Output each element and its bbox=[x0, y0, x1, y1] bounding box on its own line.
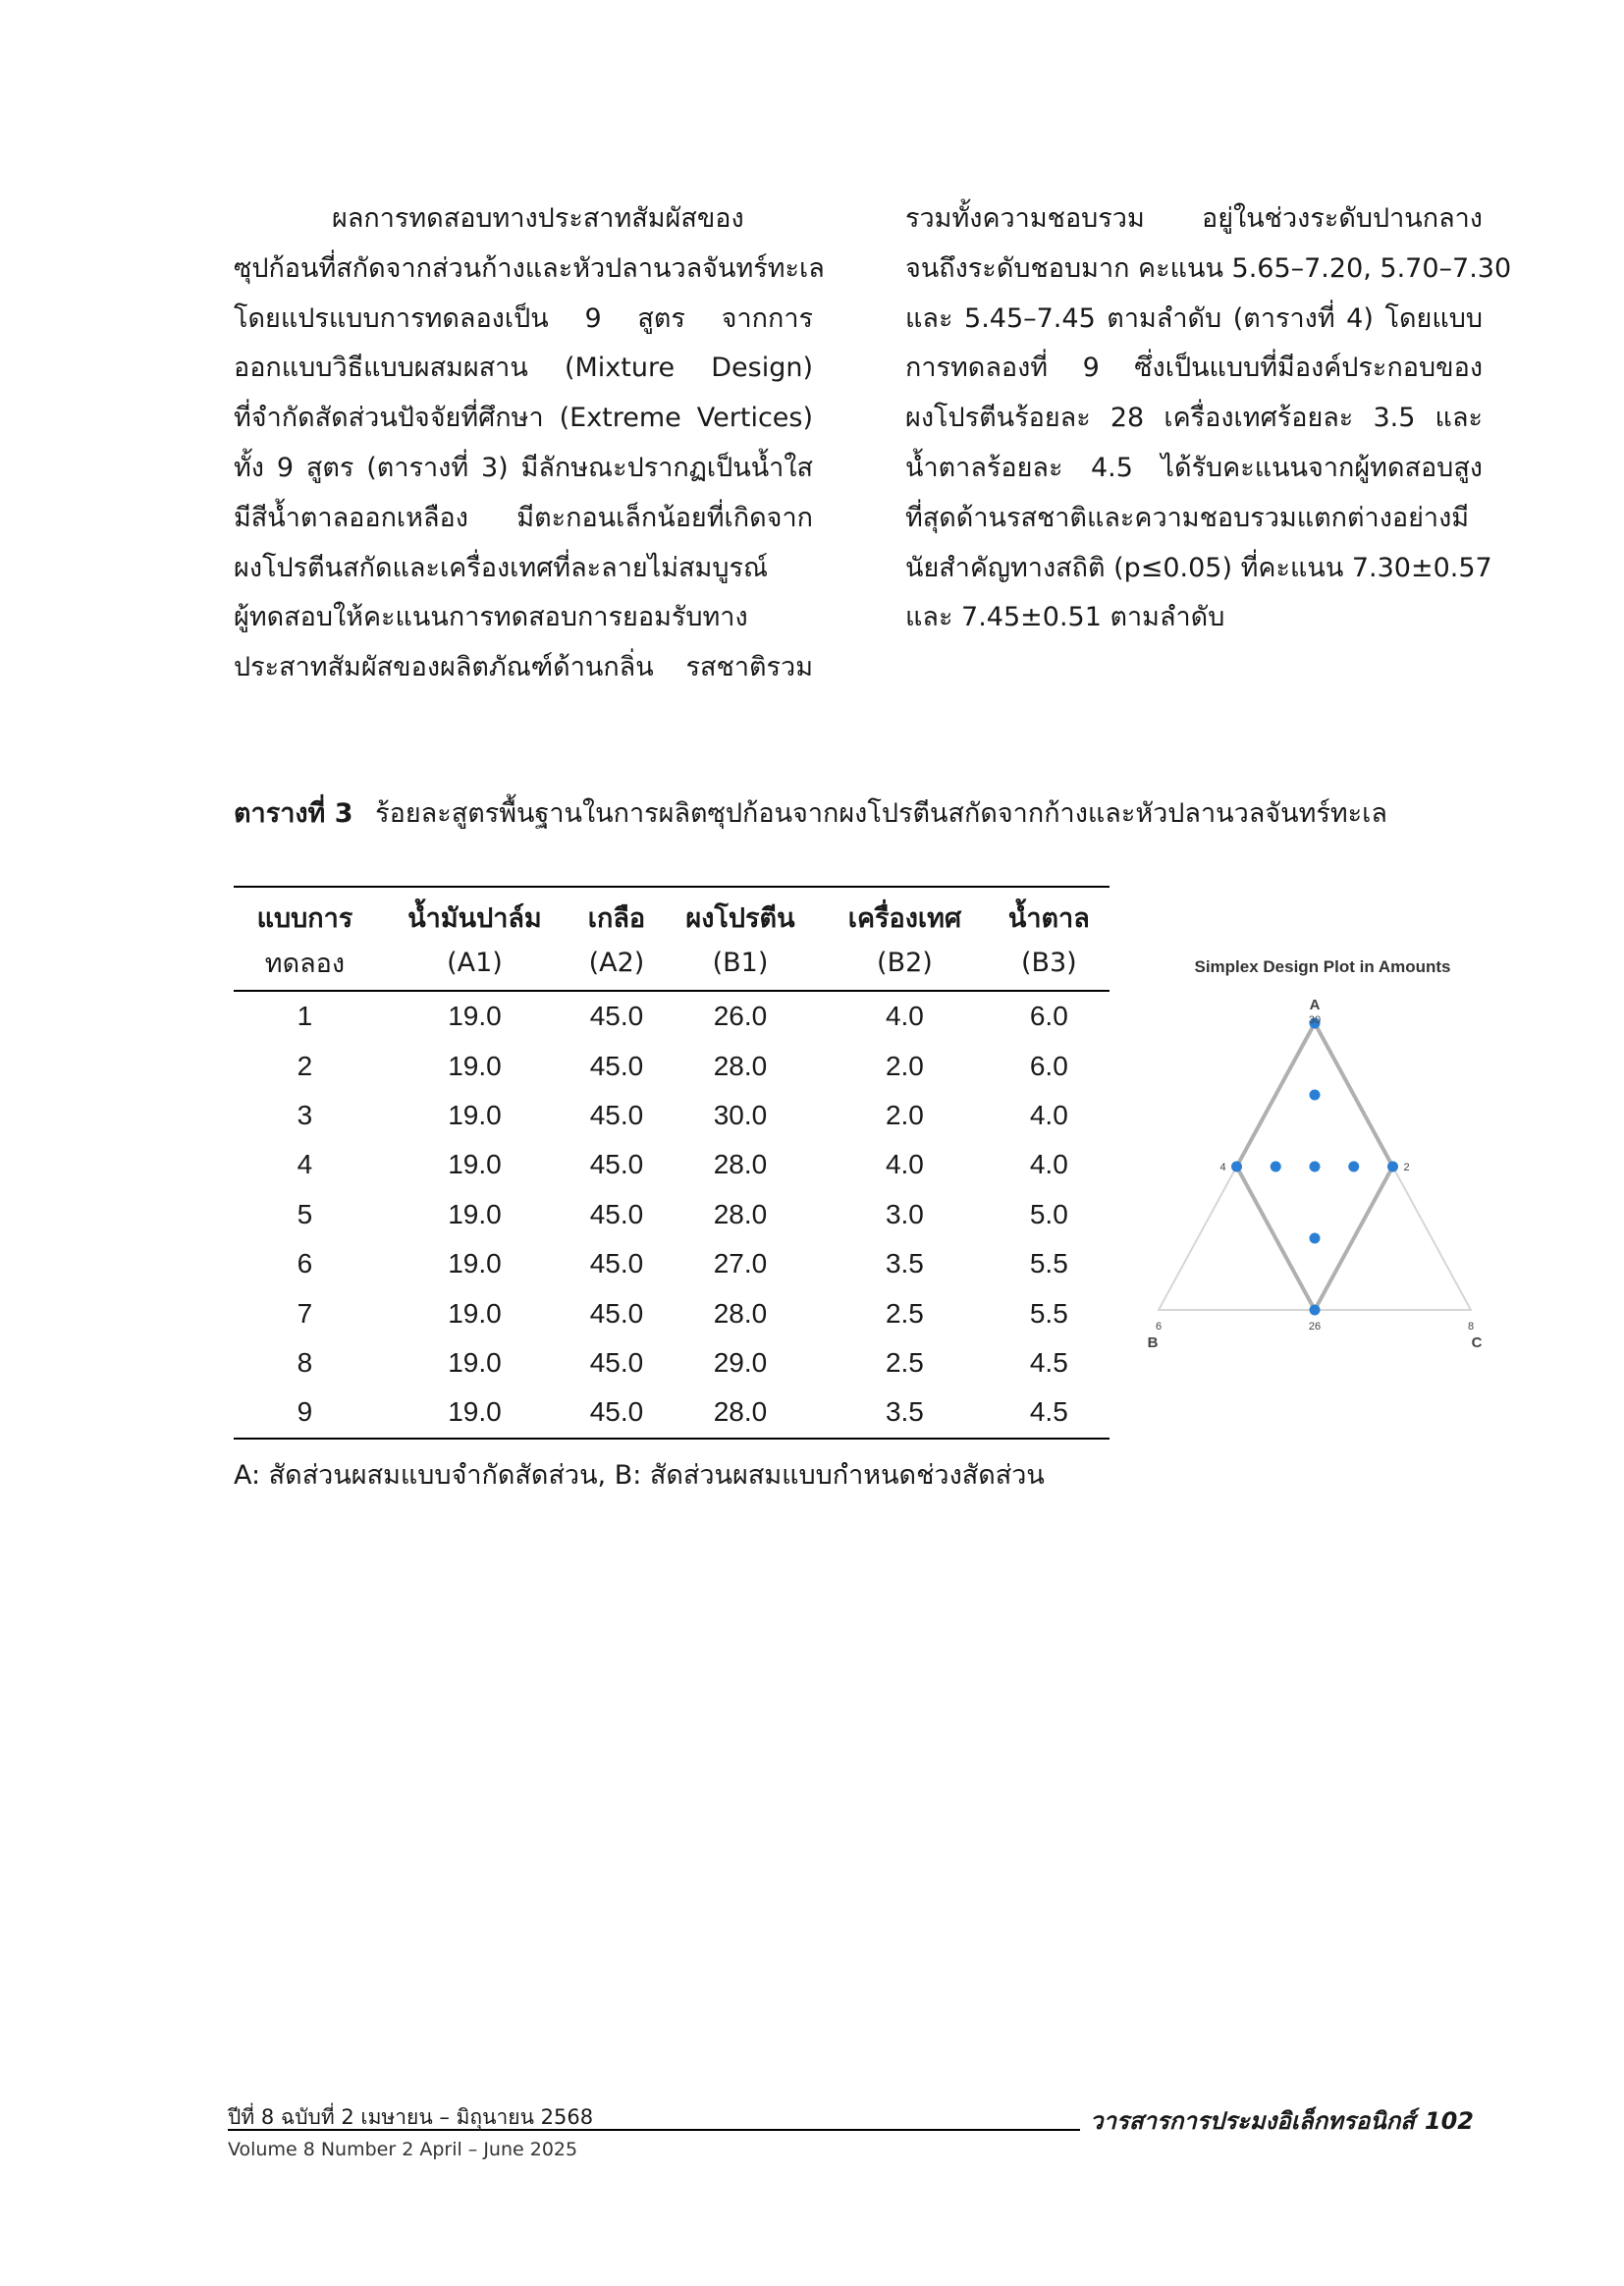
table-cell: 6.0 bbox=[1029, 1001, 1068, 1032]
table-cell: 45.0 bbox=[589, 1198, 644, 1229]
table-row bbox=[234, 1041, 1110, 1090]
header-trial-sub: ทดลอง bbox=[234, 940, 376, 991]
table-cell: 6 bbox=[297, 1248, 313, 1279]
tick-label: 4 bbox=[1219, 1162, 1226, 1173]
table-cell: 45.0 bbox=[573, 1388, 660, 1438]
table-cell: 4 bbox=[297, 1149, 313, 1180]
vertex-label-c: C bbox=[1471, 1334, 1483, 1351]
design-point bbox=[1348, 1162, 1359, 1172]
table-cell: 2.5 bbox=[885, 1297, 924, 1329]
table-cell: 3.5 bbox=[885, 1248, 924, 1279]
table-cell: 19.0 bbox=[448, 1050, 502, 1081]
paragraph-line: ผงโปรตีนร้อยละ 28 เครื่องเทศร้อยละ 3.5 และ bbox=[905, 403, 1483, 434]
table-row bbox=[234, 1338, 1110, 1388]
table-caption-text: ร้อยละสูตรพื้นฐานในการผลิตซุปก้อนจากผงโปรตีนสกัดจากก้างและหัวปลานวลจันทร์ทะเล bbox=[375, 798, 1387, 829]
paragraph-line: โดยแปรแบบการทดลองเป็น 9 สูตร จากการ bbox=[234, 302, 813, 334]
table-cell: 28.0 bbox=[713, 1050, 768, 1081]
table-cell: 2.0 bbox=[885, 1050, 924, 1081]
header-a1: (A1) bbox=[376, 940, 573, 991]
table-cell: 5 bbox=[297, 1198, 313, 1229]
table-row bbox=[234, 1288, 1110, 1337]
paragraph-line: รวมทั้งความชอบรวม อยู่ในช่วงระดับปานกลาง bbox=[905, 203, 1483, 234]
design-point bbox=[1310, 1233, 1321, 1244]
table-cell: 2 bbox=[297, 1050, 313, 1081]
table-row bbox=[234, 1388, 1110, 1438]
table-cell: 8 bbox=[297, 1346, 313, 1378]
table-cell: 45.0 bbox=[589, 1248, 644, 1279]
table-cell: 3.5 bbox=[821, 1388, 989, 1438]
paragraph-line: และ 7.45±0.51 ตามลำดับ bbox=[905, 602, 1225, 633]
table-cell: 19.0 bbox=[448, 1346, 502, 1378]
header-b1: (B1) bbox=[660, 940, 821, 991]
formulation-table bbox=[234, 886, 1110, 1440]
header-sugar: น้ำตาล bbox=[989, 887, 1110, 940]
table-cell: 4.0 bbox=[1029, 1099, 1068, 1130]
table-cell: 45.0 bbox=[589, 1346, 644, 1378]
table-cell: 3.0 bbox=[885, 1198, 924, 1229]
table-cell: 9 bbox=[234, 1388, 376, 1438]
table-cell: 19.0 bbox=[448, 1198, 502, 1229]
design-point bbox=[1231, 1162, 1242, 1172]
paragraph-line: นัยสำคัญทางสถิติ (p≤0.05) ที่คะแนน 7.30±0.57 bbox=[905, 552, 1492, 583]
table-cell: 45.0 bbox=[589, 1149, 644, 1180]
journal-name: วารสารการประมงอิเล็กทรอนิกส์ bbox=[1090, 2107, 1415, 2135]
table-row bbox=[234, 1140, 1110, 1189]
page-number: 102 bbox=[1424, 2107, 1474, 2135]
table-cell: 26.0 bbox=[713, 1001, 768, 1032]
table-cell: 28.0 bbox=[713, 1297, 768, 1329]
footer-divider bbox=[228, 2129, 1080, 2131]
paragraph-line: ประสาทสัมผัสของผลิตภัณฑ์ด้านกลิ่น รสชาติรวม bbox=[234, 652, 813, 683]
table-note: A: สัดส่วนผสมแบบจำกัดสัดส่วน, B: สัดส่วนผสมแบบกำหนดช่วงสัดส่วน bbox=[234, 1460, 1045, 1491]
table-cell: 27.0 bbox=[713, 1248, 768, 1279]
table-row bbox=[234, 991, 1110, 1041]
paragraph-line: จนถึงระดับชอบมาก คะแนน 5.65–7.20, 5.70–7.30 bbox=[905, 252, 1512, 284]
paragraph-line: มีสีน้ำตาลออกเหลือง มีตะกอนเล็กน้อยที่เกิดจาก bbox=[234, 502, 813, 533]
paragraph-line: ที่สุดด้านรสชาติและความชอบรวมแตกต่างอย่างมี bbox=[905, 502, 1470, 533]
tick-label: 26 bbox=[1308, 1321, 1322, 1333]
tick-label: 2 bbox=[1403, 1162, 1410, 1173]
table-cell: 28.0 bbox=[713, 1149, 768, 1180]
table-cell: 1 bbox=[297, 1001, 313, 1032]
tick-label: 8 bbox=[1467, 1321, 1475, 1333]
table-caption bbox=[234, 791, 1387, 834]
table-cell: 4.5 bbox=[989, 1388, 1110, 1438]
table-cell: 45.0 bbox=[589, 1001, 644, 1032]
body-text-left-column bbox=[234, 194, 825, 693]
header-salt: เกลือ bbox=[573, 887, 660, 940]
paragraph-line: ซุปก้อนที่สกัดจากส่วนก้างและหัวปลานวลจันทร์ทะเล bbox=[234, 252, 825, 284]
table-cell: 19.0 bbox=[448, 1001, 502, 1032]
design-point bbox=[1310, 1305, 1321, 1316]
header-a2: (A2) bbox=[573, 940, 660, 991]
footer-issue: ปีที่ 8 ฉบับที่ 2 เมษายน – มิถุนายน 2568 bbox=[228, 2105, 594, 2129]
table-cell: 19.0 bbox=[448, 1099, 502, 1130]
table-cell: 2.0 bbox=[885, 1099, 924, 1130]
table-cell: 19.0 bbox=[448, 1248, 502, 1279]
table-header-row bbox=[234, 887, 1110, 940]
design-point bbox=[1310, 1090, 1321, 1101]
paragraph-line: ทั้ง 9 สูตร (ตารางที่ 3) มีลักษณะปรากฏเป็นน้ำใส bbox=[234, 452, 813, 483]
table-cell: 28.0 bbox=[660, 1388, 821, 1438]
table-cell: 4.5 bbox=[1029, 1346, 1068, 1378]
table-cell: 2.5 bbox=[885, 1346, 924, 1378]
footer-volume: Volume 8 Number 2 April – June 2025 bbox=[228, 2139, 578, 2160]
design-point bbox=[1387, 1162, 1398, 1172]
table-row bbox=[234, 1190, 1110, 1239]
table-cell: 45.0 bbox=[589, 1297, 644, 1329]
design-point bbox=[1271, 1162, 1281, 1172]
table-row bbox=[234, 1239, 1110, 1288]
table-cell: 29.0 bbox=[713, 1346, 768, 1378]
paragraph-line: และ 5.45–7.45 ตามลำดับ (ตารางที่ 4) โดยแบบ bbox=[905, 302, 1483, 334]
table-cell: 5.0 bbox=[1029, 1198, 1068, 1229]
tick-label: 6 bbox=[1155, 1321, 1163, 1333]
paragraph-line: การทดลองที่ 9 ซึ่งเป็นแบบที่มีองค์ประกอบของ bbox=[905, 353, 1483, 384]
vertex-label-a: A bbox=[1309, 997, 1321, 1013]
table-cell: 19.0 bbox=[376, 1388, 573, 1438]
paragraph-line: ผู้ทดสอบให้คะแนนการทดสอบการยอมรับทาง bbox=[234, 602, 748, 633]
table-cell: 6.0 bbox=[1029, 1050, 1068, 1081]
table-cell: 5.5 bbox=[1029, 1248, 1068, 1279]
paragraph-line: น้ำตาลร้อยละ 4.5 ได้รับคะแนนจากผู้ทดสอบสูง bbox=[905, 452, 1483, 483]
chart-title: Simplex Design Plot in Amounts bbox=[1194, 957, 1451, 976]
table-cell: 19.0 bbox=[448, 1297, 502, 1329]
paragraph-line: ที่จำกัดสัดส่วนปัจจัยที่ศึกษา (Extreme Vertices) bbox=[234, 403, 813, 434]
table-caption-label: ตารางที่ 3 bbox=[234, 798, 353, 829]
vertex-label-b: B bbox=[1147, 1334, 1159, 1351]
table-cell: 4.0 bbox=[1029, 1149, 1068, 1180]
table-cell: 19.0 bbox=[448, 1149, 502, 1180]
header-trial: แบบการ bbox=[234, 887, 376, 940]
footer-journal bbox=[1090, 2101, 1474, 2140]
table-cell: 4.0 bbox=[885, 1001, 924, 1032]
header-b2: (B2) bbox=[821, 940, 989, 991]
table-header-row bbox=[234, 940, 1110, 991]
tick-label: 30 bbox=[1308, 1014, 1322, 1026]
header-b3: (B3) bbox=[989, 940, 1110, 991]
paragraph-line: ผงโปรตีนสกัดและเครื่องเทศที่ละลายไม่สมบูรณ์ bbox=[234, 552, 769, 583]
table-cell: 3 bbox=[297, 1099, 313, 1130]
table-cell: 7 bbox=[297, 1297, 313, 1329]
table-cell: 45.0 bbox=[589, 1050, 644, 1081]
body-text-right-column bbox=[905, 194, 1512, 643]
table-cell: 45.0 bbox=[589, 1099, 644, 1130]
table-row bbox=[234, 1091, 1110, 1140]
table-cell: 4.0 bbox=[885, 1149, 924, 1180]
header-palm-oil: น้ำมันปาล์ม bbox=[376, 887, 573, 940]
design-point bbox=[1310, 1162, 1321, 1172]
table-cell: 28.0 bbox=[713, 1198, 768, 1229]
paragraph-line: ออกแบบวิธีแบบผสมผสาน (Mixture Design) bbox=[234, 353, 813, 384]
table-cell: 30.0 bbox=[713, 1099, 768, 1130]
header-spices: เครื่องเทศ bbox=[821, 887, 989, 940]
header-protein-powder: ผงโปรตีน bbox=[660, 887, 821, 940]
paragraph-line: ผลการทดสอบทางประสาทสัมผัสของ bbox=[332, 203, 744, 234]
simplex-design-plot bbox=[1141, 945, 1504, 1377]
table-cell: 5.5 bbox=[1029, 1297, 1068, 1329]
